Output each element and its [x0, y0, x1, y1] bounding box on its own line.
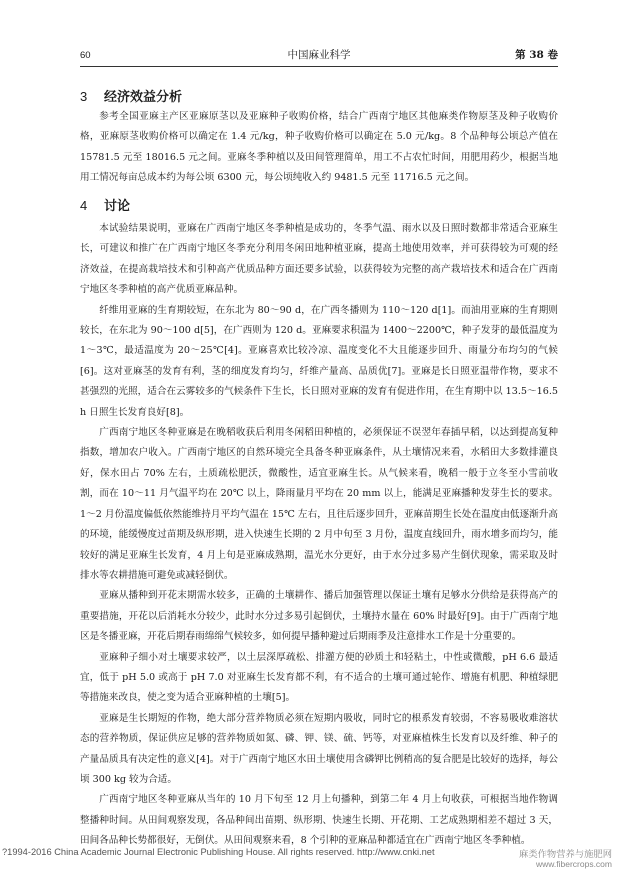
section-discussion-body — [80, 219, 558, 852]
section-number: 3 — [80, 89, 88, 104]
paragraph: 广西南宁地区冬种亚麻是在晚稻收获后利用冬闲稻田种植的，必须保证不误翌年春插早稻，以达到提高复种指数，增加农户收入。广西南宁地区的自然环境完全具备冬种亚麻条件，从土壤情况来看，水稻田大多数排灌良好，保水田占 70% 左右，土质疏松肥沃，微酸性，适宜亚麻生长。从气候来看，晚稻一般于立冬至小雪前收割，而在 10～11 月气温平均在 20℃ 以上，降雨量月平均在 20 mm 以上，能满足亚麻播种发芽生长的要求。1～2 月份温度偏低依然能维持月平均气温在 15℃ 左右，且往后逐步回升，亚麻苗期生长处在温度由低逐渐升高的环境，能缓慢度过苗期及纵形期，进入快速生长期的 2 月中旬至 3 月份，温度直线回升，雨水增多而均匀，能较好的满足亚麻生长发育，4 月上旬是亚麻成熟期，温光水分更好，由于水分过多易产生倒伏现象，需采取及时排水等农耕措施可避免或减轻倒伏。 — [80, 427, 558, 581]
paragraph: 本试验结果说明，亚麻在广西南宁地区冬季种植是成功的，冬季气温、雨水以及日照时数都非常适合亚麻生长，可建议和推广在广西南宁地区冬季充分利用冬闲田地种植亚麻，提高土地使用效率，并可获得较为可观的经济效益，在提高栽培技术和引种高产优质品种方面还要多试验，以获得较为完整的高产栽培技术和适合在广西南宁地区冬季种植的高产优质亚麻品种。 — [80, 223, 558, 296]
section-economics-body — [80, 107, 558, 189]
page-number: 60 — [80, 50, 91, 61]
volume-label: 第 38 卷 — [515, 49, 558, 61]
paragraph: 纤维用亚麻的生育期较短，在东北为 80～90 d，在广西冬播则为 110～120 d[1]。而油用亚麻的生育期则较长，在东北为 90～100 d[5]，在广西则为 120 d。亚麻要求积温为 1400～2200℃，种子发芽的最低温度为 1～3℃，最适温度为 20～25℃[4]。亚麻喜欢比较冷凉、温度变化不大且能逐步回升、雨量分布均匀的气候[6]。这对亚麻茎的发育有利，茎的细度发育均匀，纤维产量高、品质优[7]。亚麻是长日照亚温带作物，要求不甚强烈的光照，适合在云雾较多的气候条件下生长，长日照对亚麻的发育有促进作用，在生育期中以 13.5～16.5 h 日照生长发育良好[8]。 — [80, 304, 558, 418]
journal-title: 中国麻业科学 — [287, 49, 351, 61]
copyright-notice: ?1994-2016 China Academic Journal Electronic Publishing House. All rights reserved. http://www.cnki.net — [2, 847, 435, 857]
watermark-text: 麻类作物营养与施肥网 — [519, 849, 612, 859]
section-number: 4 — [80, 198, 88, 213]
section-title: 讨论 — [104, 199, 131, 214]
running-header — [80, 46, 558, 64]
paragraph: 亚麻种子细小对土壤要求较严，以土层深厚疏松、排灌方便的砂质土和轻粘土，中性或微酸，pH 6.6 最适宜，低于 pH 5.0 或高于 pH 7.0 对亚麻生长发育都不利，有不适合的土壤可通过轮作、增施有机肥、种植绿肥等措施来改良，使之变为适合亚麻种植的土壤[5]。 — [80, 651, 558, 704]
paragraph: 参考全国亚麻主产区亚麻原茎以及亚麻种子收购价格，结合广西南宁地区其他麻类作物原茎及种子收购价格，亚麻原茎收购价格可以确定在 1.4 元/kg，种子收购价格可以确定在 5.0 元/kg。8 个品种每公顷总产值在 15781.5 元至 18016.5 元之间。亚麻冬季种植以及田间管理简单，用工不占农忙时间，用肥用药少，根据当地用工情况每亩总成本约为每公顷 6300 元，每公顷纯收入约 9481.5 元至 11716.5 元之间。 — [80, 111, 558, 184]
header-rule — [80, 66, 558, 67]
paragraph: 广西南宁地区冬种亚麻从当年的 10 月下旬至 12 月上旬播种，到第二年 4 月上旬收获，可根据当地作物调整播种时间。从田间观察发现，各品种间出苗期、纵形期、快速生长期、开花期、工艺成熟期相差不超过 3 天，田间各品种长势都很好，无倒伏。从田间观察来看，8 个引种的亚麻品种都适宜在广西南宁地区冬季种植。 — [80, 794, 558, 847]
paragraph: 亚麻从播种到开花末期需水较多，正确的土壤耕作、播后加强管理以保证土壤有足够水分供给是获得高产的重要措施，开花以后消耗水分较少，此时水分过多易引起倒伏，土壤持水量在 60% 时最好[9]。由于广西南宁地区是冬播亚麻，开花后期春雨绵绵气候较多，如何提早播种避过后期雨季及注意排水工作是十分重要的。 — [80, 590, 558, 643]
watermark-url: www.fibercrops.com — [535, 859, 612, 869]
section-heading-discussion — [80, 195, 130, 214]
section-title: 经济效益分析 — [104, 90, 183, 105]
section-heading-economics — [80, 86, 182, 105]
page-footer — [0, 838, 618, 875]
paragraph: 亚麻是生长期短的作物，绝大部分营养物质必须在短期内吸收，同时它的根系发育较弱，不容易吸收难溶状态的营养物质，保证供应足够的营养物质如氮、磷、钾、镁、硫、钙等，对亚麻植株生长发育以及纤维、种子的产量品质具有决定性的意义[4]。对于广西南宁地区水田土壤使用含磷钾比例稍高的复合肥是比较好的选择，每公顷 300 kg 较为合适。 — [80, 712, 558, 785]
